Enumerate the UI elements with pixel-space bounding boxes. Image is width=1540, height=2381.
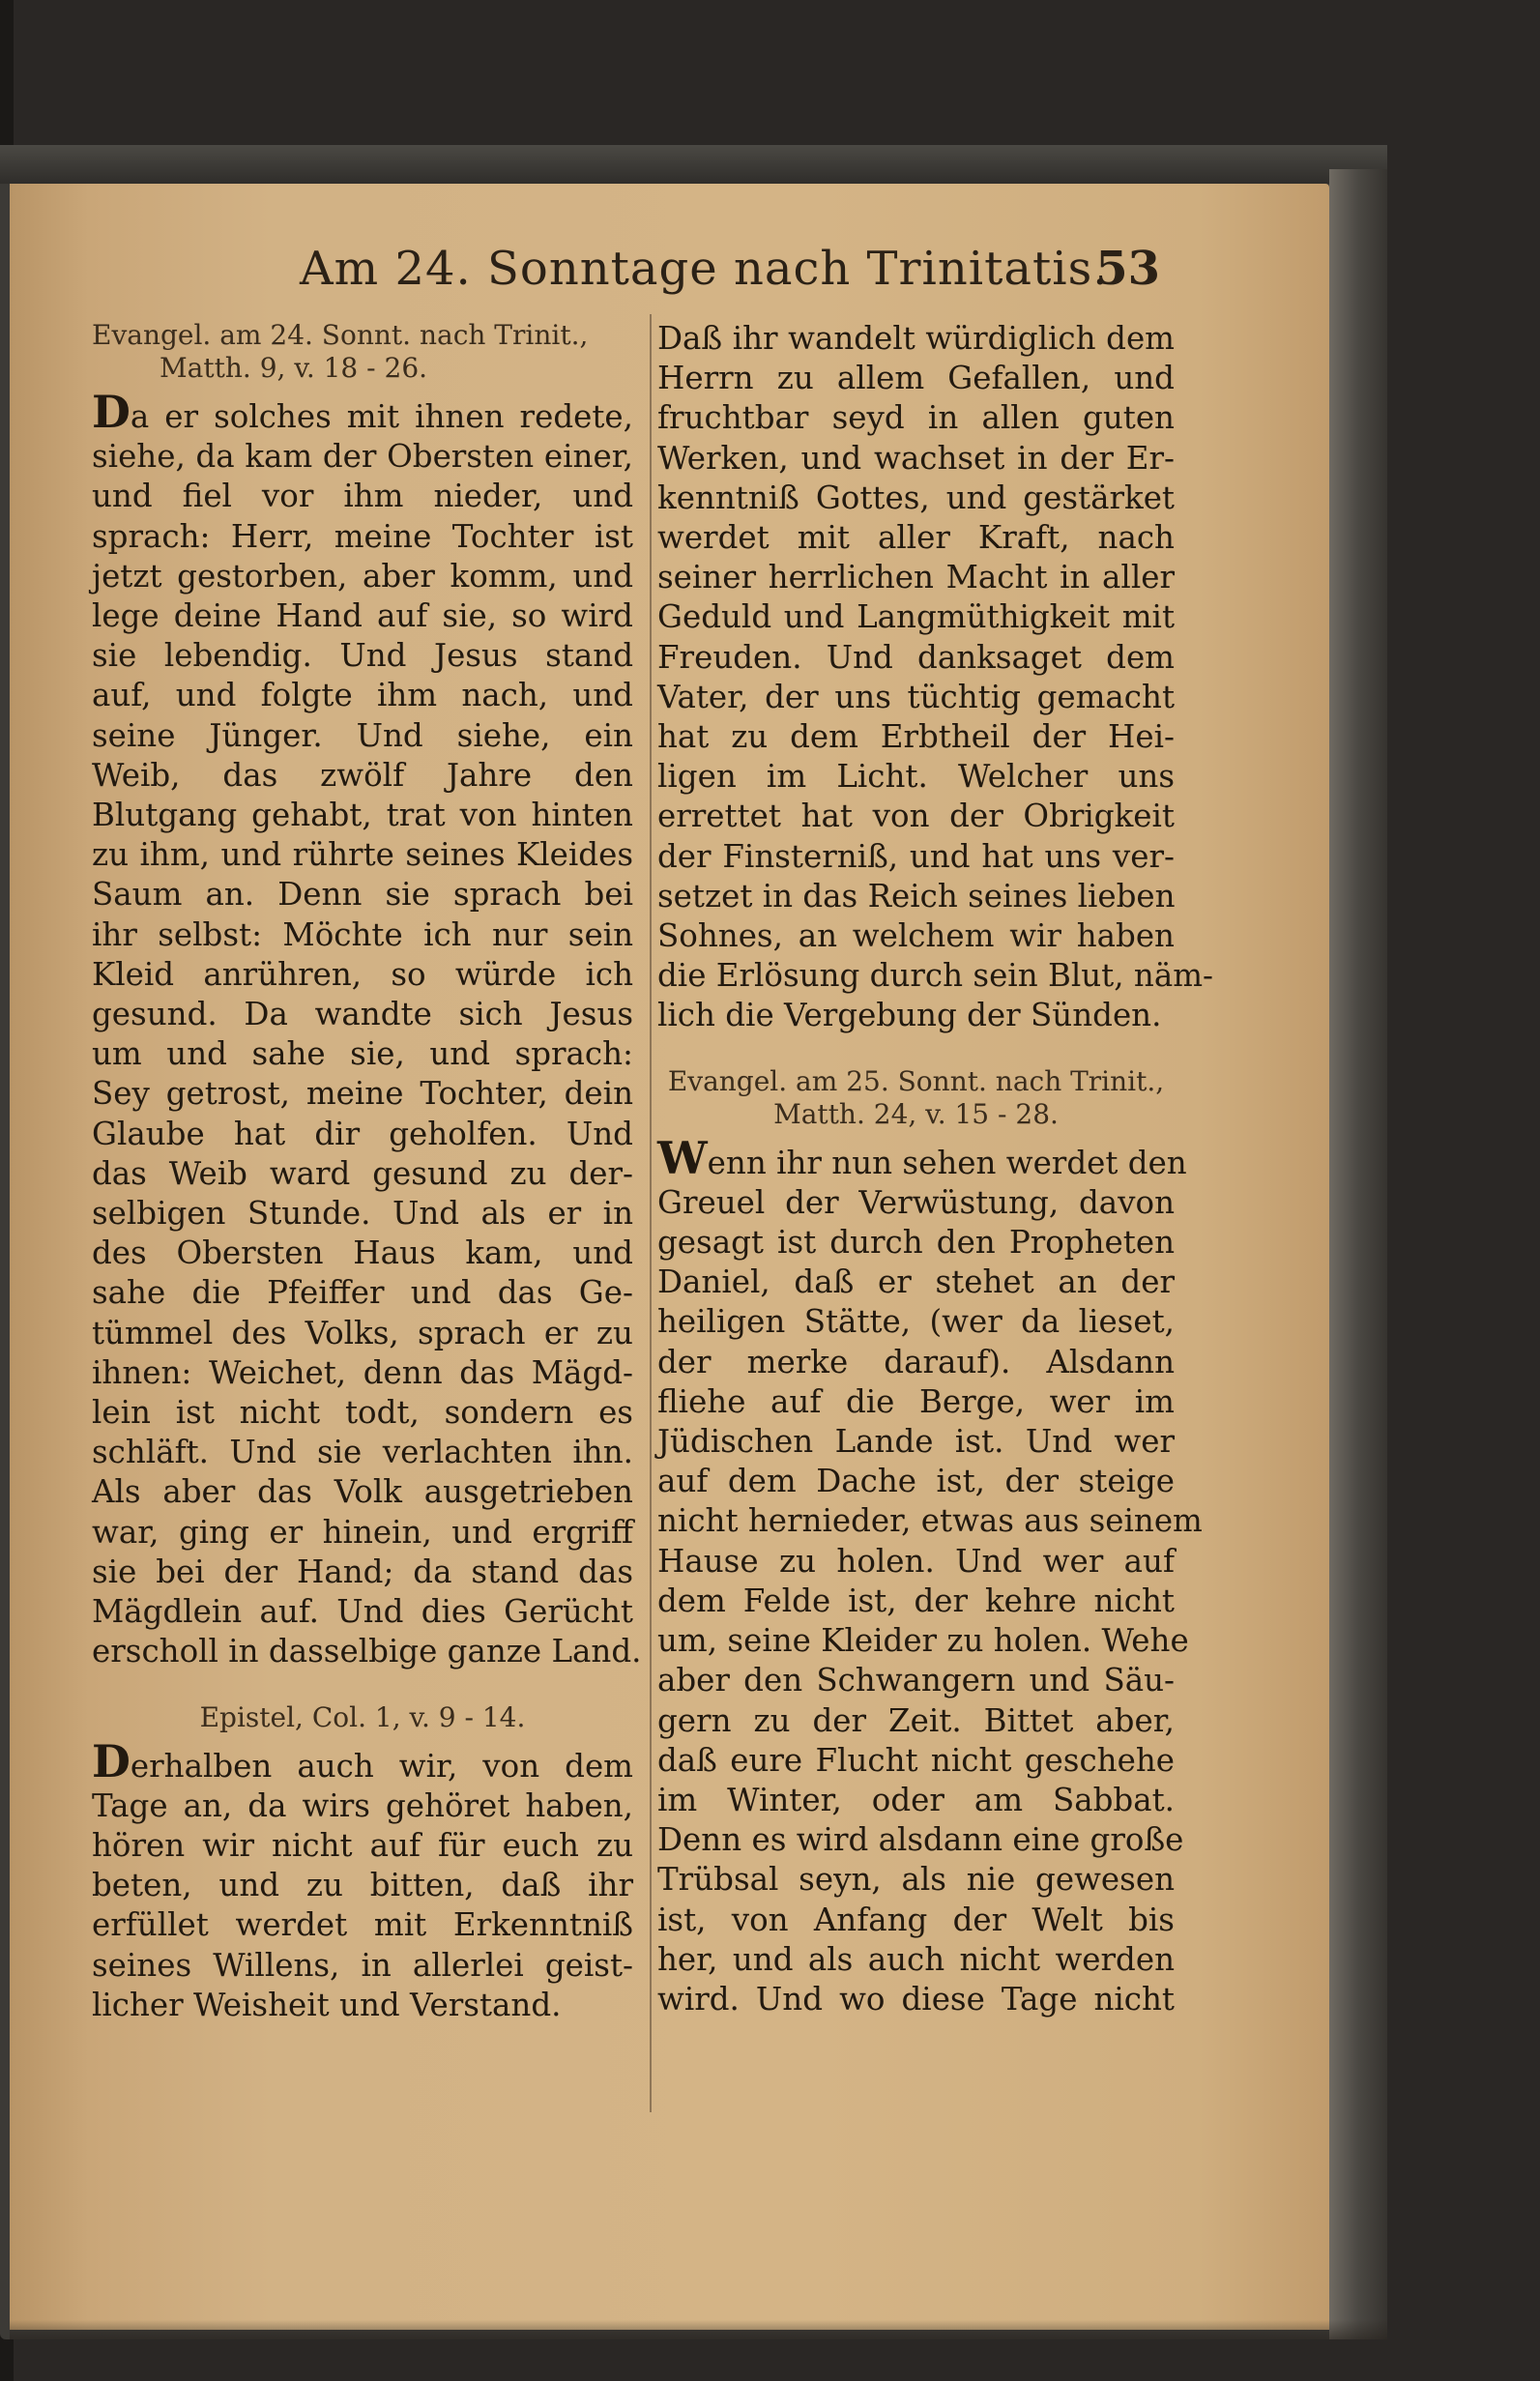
text-line: Denn es wird alsdann eine große (657, 1821, 1184, 1859)
text-line: sie bei der Hand; da stand das (92, 1553, 633, 1590)
text-line: Herrn zu allem Gefallen, und (657, 360, 1175, 397)
gospel-text-25 (657, 1131, 1203, 2019)
page-bottom-shadow (10, 2320, 1387, 2339)
text-line: ligen im Licht. Welcher uns (657, 758, 1175, 796)
page-number: 53 (1095, 242, 1160, 296)
gospel-reference (92, 319, 633, 385)
epistle-text (92, 1734, 633, 2025)
epistle-continuation-text (657, 319, 1214, 1036)
right-column (657, 319, 1214, 2019)
text-line: auf, und folgte ihm nach, und (92, 677, 633, 714)
epistle-reference: Epistel, Col. 1, v. 9 - 14. (199, 1700, 526, 1733)
text-line: tümmel des Volks, sprach er zu (92, 1314, 633, 1351)
text-line: errettet hat von der Obrigkeit (657, 798, 1175, 835)
text-line: sprach: Herr, meine Tochter ist (92, 517, 633, 555)
text-line: selbigen Stunde. Und als er in (92, 1195, 633, 1233)
text-line: beten, und zu bitten, daß ihr (92, 1867, 633, 1904)
text-line: sie lebendig. Und Jesus stand (92, 637, 633, 675)
text-line: Sey getrost, meine Tochter, dein (92, 1075, 633, 1113)
text-line: die Erlösung durch sein Blut, näm- (657, 957, 1214, 995)
text-line: aber den Schwangern und Säu- (657, 1662, 1175, 1699)
cover-top-edge (0, 145, 1387, 184)
gospel-reference-25 (657, 1065, 1175, 1131)
text-line: Daß ihr wandelt würdiglich dem (657, 320, 1175, 357)
text-line: fliehe auf die Berge, wer im (657, 1382, 1175, 1420)
text-line: erfüllet werdet mit Erkenntniß (92, 1906, 633, 1944)
text-line: der Finsterniß, und hat uns ver- (657, 837, 1175, 875)
text-line: wird. Und wo diese Tage nicht (657, 1980, 1175, 2018)
gospel-reference-line-1: Evangel. am 24. Sonnt. nach Trinit., (92, 319, 589, 351)
text-line: hören wir nicht auf für euch zu (92, 1826, 633, 1864)
text-line: ihr selbst: Möchte ich nur sein (92, 915, 633, 953)
text-line: ist, von Anfang der Welt bis (657, 1901, 1175, 1938)
text-line: gern zu der Zeit. Bittet aber, (657, 1701, 1175, 1739)
text-line: fruchtbar seyd in allen guten (657, 399, 1175, 437)
text-line: siehe, da kam der Obersten einer, (92, 438, 633, 476)
text-line: seine Jünger. Und siehe, ein (92, 716, 633, 754)
text-line: Hause zu holen. Und wer auf (657, 1542, 1175, 1580)
text-line: der merke darauf). Alsdann (657, 1343, 1175, 1380)
text-line: das Weib ward gesund zu der- (92, 1154, 633, 1192)
drop-cap: D (92, 386, 131, 438)
text-line: Blutgang gehabt, trat von hinten (92, 797, 633, 834)
text-line: schläft. Und sie verlachten ihn. (92, 1434, 633, 1471)
text-line: heiligen Stätte, (wer da lieset, (657, 1303, 1175, 1341)
text-line: jetzt gestorben, aber komm, und (92, 557, 633, 595)
text-line: um, seine Kleider zu holen. Wehe (657, 1622, 1189, 1660)
text-line (657, 1131, 1187, 1184)
text-line: Freuden. Und danksaget dem (657, 638, 1175, 676)
text-line: hat zu dem Erbtheil der Hei- (657, 718, 1175, 756)
gospel-text (92, 386, 642, 1672)
text-line: gesund. Da wandte sich Jesus (92, 996, 633, 1033)
text-line: licher Weisheit und Verstand. (92, 1986, 562, 2023)
text-line: nicht hernieder, etwas aus seinem (657, 1502, 1203, 1540)
text-line: Sohnes, an welchem wir haben (657, 917, 1175, 955)
text-line: ihnen: Weichet, denn das Mägd- (92, 1353, 633, 1391)
gospel-reference-25-line-1: Evangel. am 25. Sonnt. nach Trinit., (667, 1064, 1165, 1097)
left-column (92, 319, 642, 2025)
text-line: setzet in das Reich seines lieben (657, 877, 1176, 915)
text-line: daß eure Flucht nicht geschehe (657, 1741, 1175, 1779)
text-line: des Obersten Haus kam, und (92, 1234, 633, 1272)
text-line: lege deine Hand auf sie, so wird (92, 597, 633, 635)
text-line: auf dem Dache ist, der steige (657, 1463, 1175, 1500)
text-line: gesagt ist durch den Propheten (657, 1224, 1175, 1262)
text-line: kenntniß Gottes, und gestärket (657, 479, 1175, 516)
text-line: Werken, und wachset in der Er- (657, 439, 1175, 477)
text-line: seines Willens, in allerlei geist- (92, 1946, 633, 1984)
page-edge (1329, 169, 1387, 2339)
text-line: sahe die Pfeiffer und das Ge- (92, 1274, 633, 1312)
text-line: Als aber das Volk ausgetrieben (92, 1473, 633, 1511)
gospel-reference-line-2: Matth. 9, v. 18 - 26. (160, 352, 428, 384)
text-line: Vater, der uns tüchtig gemacht (657, 678, 1175, 715)
text-line: Greuel der Verwüstung, davon (657, 1183, 1175, 1221)
column-divider (650, 314, 652, 2112)
text-line: Kleid anrühren, so würde ich (92, 955, 633, 993)
text-line: Daniel, daß er stehet an der (657, 1263, 1175, 1301)
text-line: im Winter, oder am Sabbat. (657, 1781, 1175, 1818)
text-line: Jüdischen Lande ist. Und wer (657, 1423, 1175, 1461)
drop-cap: D (92, 1734, 131, 1787)
text-line: Tage an, da wirs gehöret haben, (92, 1786, 633, 1824)
text-line: erscholl in dasselbige ganze Land. (92, 1633, 642, 1670)
text-line-rest: erhalben auch wir, von dem (130, 1747, 633, 1785)
text-line: Geduld und Langmüthigkeit mit (657, 598, 1175, 636)
running-header (280, 242, 1179, 309)
text-line: Weib, das zwölf Jahre den (92, 756, 633, 794)
text-line: dem Felde ist, der kehre nicht (657, 1582, 1175, 1619)
text-line: Mägdlein auf. Und dies Gerücht (92, 1593, 633, 1631)
text-line: seiner herrlichen Macht in aller (657, 559, 1175, 596)
text-line (92, 1734, 633, 1787)
header-title: Am 24. Sonntage nach Trinitatis. (300, 242, 1109, 296)
drop-cap: W (657, 1131, 708, 1184)
text-line: Trübsal seyn, als nie gewesen (657, 1861, 1175, 1899)
text-line: Glaube hat dir geholfen. Und (92, 1115, 633, 1152)
text-line (92, 386, 633, 438)
gospel-reference-25-line-2: Matth. 24, v. 15 - 28. (773, 1097, 1059, 1130)
text-line: werdet mit aller Kraft, nach (657, 519, 1175, 557)
text-line: her, und als auch nicht werden (657, 1940, 1175, 1978)
text-line: und fiel vor ihm nieder, und (92, 478, 633, 515)
text-line: zu ihm, und rührte seines Kleides (92, 836, 633, 874)
text-line: Saum an. Denn sie sprach bei (92, 876, 633, 914)
text-line: lein ist nicht todt, sondern es (92, 1394, 633, 1432)
text-line-rest: enn ihr nun sehen werdet den (707, 1144, 1187, 1181)
text-line: lich die Vergebung der Sünden. (657, 997, 1162, 1034)
text-line: war, ging er hinein, und ergriff (92, 1513, 633, 1551)
text-line-rest: a er solches mit ihnen redete, (130, 398, 633, 435)
text-line: um und sahe sie, und sprach: (92, 1035, 633, 1073)
